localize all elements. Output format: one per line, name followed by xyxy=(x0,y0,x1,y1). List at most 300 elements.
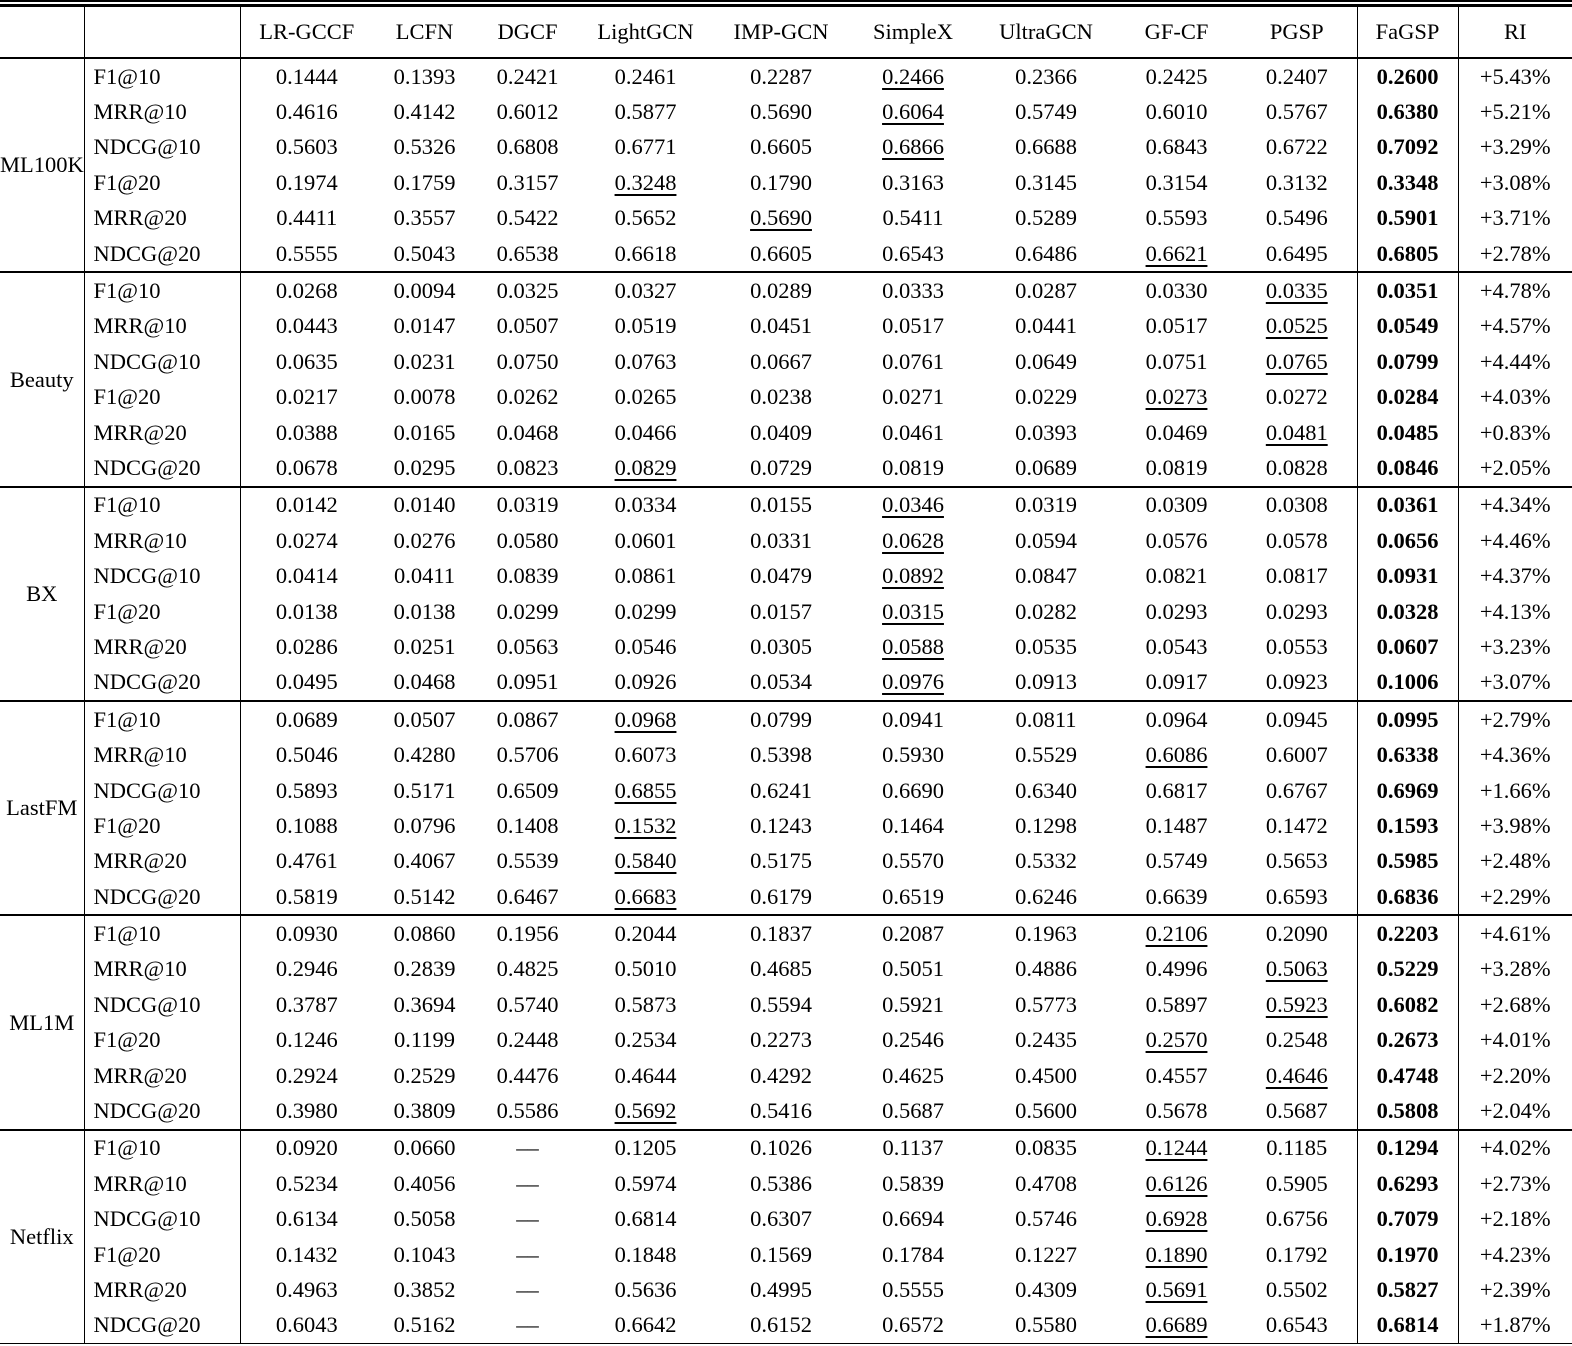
fagsp-value: 0.2203 xyxy=(1357,915,1458,951)
metric-value: 0.6621 xyxy=(1145,240,1208,266)
table-row xyxy=(0,844,1572,879)
metric-label: F1@20 xyxy=(84,594,240,629)
corner-cell-metric xyxy=(84,6,240,59)
metric-value: 0.0763 xyxy=(614,348,677,374)
metric-label: F1@20 xyxy=(84,808,240,843)
metric-value: 0.0157 xyxy=(750,598,812,624)
metric-value: 0.4056 xyxy=(393,1170,456,1196)
metric-value: 0.2287 xyxy=(750,63,812,89)
metric-value: 0.5905 xyxy=(1265,1170,1328,1196)
metric-value: 0.0138 xyxy=(393,598,456,624)
fagsp-value: 0.1294 xyxy=(1357,1130,1458,1166)
fagsp-value: 0.6380 xyxy=(1357,94,1458,129)
table-header xyxy=(0,6,1572,59)
metric-value: 0.5162 xyxy=(393,1312,456,1338)
ri-value: +3.08% xyxy=(1479,169,1551,195)
metric-value: 0.6126 xyxy=(1145,1170,1208,1196)
metric-value: –– xyxy=(516,1241,539,1267)
metric-value: 0.0140 xyxy=(393,492,456,518)
column-header-lcfn: LCFN xyxy=(395,19,454,44)
metric-value: 0.2529 xyxy=(393,1062,456,1088)
metric-value: 0.4309 xyxy=(1015,1276,1077,1302)
metric-value: 0.0968 xyxy=(614,706,677,732)
metric-label: MRR@20 xyxy=(84,201,240,236)
metric-value: 0.0917 xyxy=(1145,669,1208,695)
table-row xyxy=(0,558,1572,593)
table-row xyxy=(0,808,1572,843)
header-row xyxy=(0,6,1572,59)
metric-value: 0.1532 xyxy=(614,812,677,838)
column-header-dgcf: DGCF xyxy=(497,19,558,44)
metric-value: 0.6064 xyxy=(882,99,944,125)
metric-value: 0.6771 xyxy=(614,134,677,160)
metric-label: NDCG@10 xyxy=(84,558,240,593)
metric-value: 0.0251 xyxy=(393,633,456,659)
metric-value: 0.2548 xyxy=(1265,1027,1328,1053)
metric-value: 0.2273 xyxy=(750,1027,812,1053)
metric-value: 0.5422 xyxy=(496,205,559,231)
metric-value: 0.6307 xyxy=(750,1206,812,1232)
metric-value: 0.4292 xyxy=(750,1062,812,1088)
metric-value: 0.1790 xyxy=(750,169,812,195)
metric-value: 0.0238 xyxy=(750,384,812,410)
metric-value: 0.6073 xyxy=(614,742,677,768)
metric-value: 0.5921 xyxy=(882,991,944,1017)
metric-value: 0.0580 xyxy=(496,527,559,553)
metric-value: 0.6855 xyxy=(614,777,677,803)
metric-value: 0.2366 xyxy=(1015,63,1077,89)
metric-value: 0.0325 xyxy=(496,278,559,304)
metric-value: 0.5691 xyxy=(1145,1276,1208,1302)
metric-value: 0.6642 xyxy=(614,1312,677,1338)
ri-value: +4.61% xyxy=(1479,921,1551,947)
ri-value: +2.20% xyxy=(1479,1062,1551,1088)
metric-value: 0.0441 xyxy=(1015,313,1077,339)
ri-value: +2.39% xyxy=(1479,1276,1551,1302)
metric-value: 0.0293 xyxy=(1265,598,1328,624)
metric-value: 0.1408 xyxy=(496,812,559,838)
metric-value: 0.0507 xyxy=(496,313,559,339)
metric-value: 0.1963 xyxy=(1015,921,1077,947)
metric-value: 0.0273 xyxy=(1145,384,1208,410)
metric-value: 0.4708 xyxy=(1015,1170,1077,1196)
metric-label: NDCG@20 xyxy=(84,1093,240,1129)
metric-value: 0.6814 xyxy=(614,1206,677,1232)
metric-value: 0.0750 xyxy=(496,348,559,374)
metric-value: 0.5819 xyxy=(275,883,338,909)
metric-value: 0.0839 xyxy=(496,563,559,589)
metric-value: 0.6010 xyxy=(1145,99,1208,125)
metric-label: NDCG@10 xyxy=(84,773,240,808)
metric-value: 0.0272 xyxy=(1265,384,1328,410)
metric-value: 0.0519 xyxy=(614,313,677,339)
dataset-label: LastFM xyxy=(0,701,84,915)
metric-value: 0.6543 xyxy=(1265,1312,1328,1338)
metric-value: 0.0546 xyxy=(614,633,677,659)
metric-value: 0.0461 xyxy=(882,419,944,445)
metric-value: 0.6767 xyxy=(1265,777,1328,803)
metric-value: 0.5600 xyxy=(1015,1098,1077,1124)
table-row xyxy=(0,58,1572,94)
metric-label: F1@10 xyxy=(84,58,240,94)
metric-value: 0.0761 xyxy=(882,348,944,374)
metric-value: 0.4761 xyxy=(275,848,338,874)
metric-value: 0.0576 xyxy=(1145,527,1208,553)
metric-label: F1@20 xyxy=(84,165,240,200)
ri-value: +2.04% xyxy=(1479,1098,1551,1124)
metric-value: 0.0689 xyxy=(1015,454,1077,480)
metric-value: 0.0578 xyxy=(1265,527,1328,553)
fagsp-value: 0.1006 xyxy=(1357,665,1458,701)
metric-value: 0.2570 xyxy=(1145,1027,1208,1053)
metric-value: 0.0588 xyxy=(882,633,944,659)
ri-value: +4.02% xyxy=(1479,1135,1551,1161)
metric-value: 0.0517 xyxy=(882,313,944,339)
metric-value: 0.0823 xyxy=(496,454,559,480)
metric-value: 0.0892 xyxy=(882,563,944,589)
metric-value: 0.1243 xyxy=(750,812,812,838)
dataset-section-netflix xyxy=(0,1130,1572,1344)
metric-label: F1@10 xyxy=(84,915,240,951)
corner-cell-dataset xyxy=(0,6,84,59)
ri-value: +1.66% xyxy=(1479,777,1551,803)
metric-label: NDCG@10 xyxy=(84,987,240,1022)
metric-value: 0.6495 xyxy=(1265,240,1328,266)
metric-value: 0.0829 xyxy=(614,454,677,480)
metric-value: 0.5502 xyxy=(1265,1276,1328,1302)
metric-value: 0.5171 xyxy=(393,777,456,803)
metric-value: 0.5051 xyxy=(882,956,944,982)
metric-value: 0.0293 xyxy=(1145,598,1208,624)
metric-value: 0.0469 xyxy=(1145,419,1208,445)
metric-value: 0.0635 xyxy=(275,348,338,374)
metric-value: 0.6688 xyxy=(1015,134,1077,160)
metric-value: 0.5690 xyxy=(750,205,812,231)
metric-value: 0.0628 xyxy=(882,527,944,553)
metric-label: NDCG@20 xyxy=(84,450,240,486)
fagsp-value: 0.0361 xyxy=(1357,487,1458,523)
metric-value: 0.0147 xyxy=(393,313,456,339)
metric-label: NDCG@10 xyxy=(84,130,240,165)
ri-value: +1.87% xyxy=(1479,1312,1551,1338)
column-header-simplex: SimpleX xyxy=(872,19,953,44)
metric-label: NDCG@10 xyxy=(84,344,240,379)
column-header-lightgcn: LightGCN xyxy=(597,19,694,44)
metric-value: 0.0409 xyxy=(750,419,812,445)
table-row xyxy=(0,987,1572,1022)
metric-value: 0.6694 xyxy=(882,1206,944,1232)
table-row xyxy=(0,915,1572,951)
metric-value: 0.0913 xyxy=(1015,669,1077,695)
column-header-ri: RI xyxy=(1504,19,1527,44)
metric-value: 0.0811 xyxy=(1015,706,1077,732)
metric-value: 0.1393 xyxy=(393,63,456,89)
metric-value: 0.5749 xyxy=(1015,99,1077,125)
metric-value: 0.0451 xyxy=(750,313,812,339)
metric-value: 0.6179 xyxy=(750,883,812,909)
metric-value: 0.1464 xyxy=(882,812,944,838)
metric-value: 0.6246 xyxy=(1015,883,1077,909)
metric-value: 0.2407 xyxy=(1265,63,1328,89)
metric-value: 0.6340 xyxy=(1015,777,1077,803)
ri-value: +0.83% xyxy=(1479,419,1551,445)
ri-value: +4.36% xyxy=(1479,742,1551,768)
metric-value: 0.0286 xyxy=(275,633,338,659)
metric-label: F1@10 xyxy=(84,1130,240,1166)
fagsp-value: 0.0549 xyxy=(1357,309,1458,344)
fagsp-value: 0.0799 xyxy=(1357,344,1458,379)
fagsp-value: 0.1593 xyxy=(1357,808,1458,843)
table-row xyxy=(0,1166,1572,1201)
metric-value: 0.4886 xyxy=(1015,956,1077,982)
metric-label: MRR@10 xyxy=(84,523,240,558)
metric-value: 0.5652 xyxy=(614,205,677,231)
table-row xyxy=(0,594,1572,629)
table-row xyxy=(0,737,1572,772)
metric-value: 0.0468 xyxy=(496,419,559,445)
metric-value: 0.5411 xyxy=(882,205,944,231)
metric-value: 0.6689 xyxy=(1145,1312,1208,1338)
metric-value: 0.5570 xyxy=(882,848,944,874)
metric-value: 0.0287 xyxy=(1015,278,1077,304)
table-row xyxy=(0,665,1572,701)
metric-value: 0.0411 xyxy=(393,563,456,589)
table-row xyxy=(0,272,1572,308)
ri-value: +2.48% xyxy=(1479,848,1551,874)
metric-value: 0.4411 xyxy=(276,205,338,231)
ri-value: +4.78% xyxy=(1479,278,1551,304)
metric-value: 0.1185 xyxy=(1266,1135,1328,1161)
metric-value: 0.1848 xyxy=(614,1241,677,1267)
dataset-label: Beauty xyxy=(0,272,84,486)
metric-value: 0.4646 xyxy=(1265,1062,1328,1088)
metric-value: 0.4280 xyxy=(393,742,456,768)
table-row xyxy=(0,165,1572,200)
table-row xyxy=(0,1202,1572,1237)
ri-value: +3.71% xyxy=(1479,205,1551,231)
table-row xyxy=(0,523,1572,558)
table-row xyxy=(0,1058,1572,1093)
table-row xyxy=(0,344,1572,379)
dataset-section-beauty xyxy=(0,272,1572,486)
metric-value: 0.1759 xyxy=(393,169,456,195)
dataset-section-ml100k xyxy=(0,58,1572,272)
metric-label: MRR@20 xyxy=(84,1272,240,1307)
metric-value: 0.6519 xyxy=(882,883,944,909)
metric-value: 0.5653 xyxy=(1265,848,1328,874)
metric-value: 0.6543 xyxy=(882,240,944,266)
metric-value: 0.0765 xyxy=(1265,348,1328,374)
metric-value: 0.0819 xyxy=(1145,454,1208,480)
fagsp-value: 0.6836 xyxy=(1357,879,1458,915)
metric-value: 0.0649 xyxy=(1015,348,1077,374)
metric-value: 0.0330 xyxy=(1145,278,1208,304)
metric-value: 0.0309 xyxy=(1145,492,1208,518)
dataset-label: Netflix xyxy=(0,1130,84,1344)
metric-value: 0.5416 xyxy=(750,1098,812,1124)
metric-value: 0.0819 xyxy=(882,454,944,480)
metric-value: 0.1244 xyxy=(1145,1135,1208,1161)
metric-value: 0.2044 xyxy=(614,921,677,947)
metric-value: 0.5063 xyxy=(1265,956,1328,982)
metric-label: NDCG@20 xyxy=(84,879,240,915)
metric-value: 0.0689 xyxy=(275,706,338,732)
metric-value: 0.0828 xyxy=(1265,454,1328,480)
ri-value: +3.07% xyxy=(1479,669,1551,695)
metric-value: 0.5555 xyxy=(882,1276,944,1302)
metric-value: 0.0930 xyxy=(275,921,338,947)
metric-value: 0.2087 xyxy=(882,921,944,947)
metric-value: 0.4067 xyxy=(393,848,456,874)
metric-value: 0.0817 xyxy=(1265,563,1328,589)
metric-value: 0.0078 xyxy=(393,384,456,410)
metric-value: 0.5046 xyxy=(275,742,338,768)
metric-value: 0.1298 xyxy=(1015,812,1077,838)
metric-value: 0.0799 xyxy=(750,706,812,732)
metric-value: 0.1784 xyxy=(882,1241,944,1267)
fagsp-value: 0.7079 xyxy=(1357,1202,1458,1237)
metric-value: 0.0393 xyxy=(1015,419,1077,445)
table-row xyxy=(0,236,1572,272)
metric-value: 0.6639 xyxy=(1145,883,1208,909)
metric-value: 0.6572 xyxy=(882,1312,944,1338)
column-header-ultragcn: UltraGCN xyxy=(999,19,1093,44)
fagsp-value: 0.3348 xyxy=(1357,165,1458,200)
metric-value: 0.3809 xyxy=(393,1098,456,1124)
metric-value: 0.0553 xyxy=(1265,633,1328,659)
metric-value: 0.5539 xyxy=(496,848,559,874)
metric-value: 0.0923 xyxy=(1265,669,1328,695)
metric-value: 0.0964 xyxy=(1145,706,1208,732)
table-row xyxy=(0,773,1572,808)
fagsp-value: 0.0931 xyxy=(1357,558,1458,593)
table-row xyxy=(0,1023,1572,1058)
ri-value: +3.23% xyxy=(1479,633,1551,659)
metric-value: 0.0265 xyxy=(614,384,677,410)
metric-value: 0.0346 xyxy=(882,492,944,518)
metric-value: 0.3787 xyxy=(275,991,338,1017)
metric-value: 0.6756 xyxy=(1265,1206,1328,1232)
metric-value: 0.6241 xyxy=(750,777,812,803)
fagsp-value: 0.2600 xyxy=(1357,58,1458,94)
metric-value: 0.0289 xyxy=(750,278,812,304)
metric-value: 0.0282 xyxy=(1015,598,1077,624)
table-row xyxy=(0,201,1572,236)
metric-value: 0.1137 xyxy=(882,1135,944,1161)
metric-value: 0.0751 xyxy=(1145,348,1208,374)
metric-value: 0.2421 xyxy=(496,63,559,89)
metric-value: 0.0274 xyxy=(275,527,338,553)
metric-value: 0.3557 xyxy=(393,205,456,231)
metric-value: 0.5175 xyxy=(750,848,812,874)
metric-value: 0.4500 xyxy=(1015,1062,1077,1088)
fagsp-value: 0.6082 xyxy=(1357,987,1458,1022)
metric-value: 0.0941 xyxy=(882,706,944,732)
metric-value: 0.4685 xyxy=(750,956,812,982)
metric-value: 0.5873 xyxy=(614,991,677,1017)
metric-value: 0.5749 xyxy=(1145,848,1208,874)
metric-value: 0.5234 xyxy=(275,1170,338,1196)
metric-value: 0.5332 xyxy=(1015,848,1077,874)
metric-value: 0.1569 xyxy=(750,1241,812,1267)
metric-value: 0.6134 xyxy=(275,1206,338,1232)
metric-value: 0.5974 xyxy=(614,1170,677,1196)
metric-label: MRR@20 xyxy=(84,1058,240,1093)
ri-value: +2.73% xyxy=(1479,1170,1551,1196)
metric-value: 0.0479 xyxy=(750,563,812,589)
metric-value: 0.6486 xyxy=(1015,240,1077,266)
metric-value: 0.3157 xyxy=(496,169,559,195)
fagsp-value: 0.5229 xyxy=(1357,952,1458,987)
metric-value: 0.0229 xyxy=(1015,384,1077,410)
table-row xyxy=(0,1130,1572,1166)
table-row xyxy=(0,1272,1572,1307)
metric-value: 0.5580 xyxy=(1015,1312,1077,1338)
metric-value: –– xyxy=(516,1170,539,1196)
metric-value: 0.5840 xyxy=(614,848,677,874)
fagsp-value: 0.0607 xyxy=(1357,629,1458,664)
metric-label: F1@10 xyxy=(84,272,240,308)
metric-value: 0.0262 xyxy=(496,384,559,410)
table-row xyxy=(0,1308,1572,1344)
metric-value: 0.5687 xyxy=(882,1098,944,1124)
metric-value: 0.0295 xyxy=(393,454,456,480)
fagsp-value: 0.4748 xyxy=(1357,1058,1458,1093)
metric-value: 0.6538 xyxy=(496,240,559,266)
metric-value: 0.4476 xyxy=(496,1062,559,1088)
metric-label: NDCG@10 xyxy=(84,1202,240,1237)
metric-value: 0.0308 xyxy=(1265,492,1328,518)
metric-value: 0.0331 xyxy=(750,527,812,553)
metric-value: 0.4644 xyxy=(614,1062,677,1088)
metric-value: 0.6007 xyxy=(1265,742,1328,768)
metric-label: F1@10 xyxy=(84,487,240,523)
metric-value: 0.0217 xyxy=(275,384,338,410)
metric-label: MRR@10 xyxy=(84,1166,240,1201)
metric-value: 0.1088 xyxy=(275,812,338,838)
fagsp-value: 0.1970 xyxy=(1357,1237,1458,1272)
metric-value: 0.5010 xyxy=(614,956,677,982)
dataset-label: ML100K xyxy=(0,58,84,272)
metric-value: 0.1487 xyxy=(1145,812,1208,838)
metric-value: 0.0165 xyxy=(393,419,456,445)
column-header-pgsp: PGSP xyxy=(1269,19,1324,44)
metric-value: 0.1792 xyxy=(1265,1241,1328,1267)
metric-value: 0.6605 xyxy=(750,240,812,266)
metric-value: 0.5593 xyxy=(1145,205,1208,231)
metric-value: 0.6467 xyxy=(496,883,559,909)
metric-value: 0.0517 xyxy=(1145,313,1208,339)
metric-label: NDCG@20 xyxy=(84,1308,240,1344)
metric-value: 0.6593 xyxy=(1265,883,1328,909)
table-row xyxy=(0,487,1572,523)
metric-value: 0.0334 xyxy=(614,492,677,518)
fagsp-value: 0.0656 xyxy=(1357,523,1458,558)
metric-value: 0.5043 xyxy=(393,240,456,266)
metric-label: MRR@10 xyxy=(84,309,240,344)
column-header-fagsp: FaGSP xyxy=(1357,6,1458,59)
metric-value: 0.4963 xyxy=(275,1276,338,1302)
metric-value: 0.0443 xyxy=(275,313,338,339)
metric-value: 0.5690 xyxy=(750,99,812,125)
metric-value: 0.6866 xyxy=(882,134,944,160)
metric-value: 0.5773 xyxy=(1015,991,1077,1017)
fagsp-value: 0.6814 xyxy=(1357,1308,1458,1344)
metric-value: 0.2946 xyxy=(275,956,338,982)
metric-value: 0.4142 xyxy=(393,99,456,125)
metric-value: 0.5893 xyxy=(275,777,338,803)
metric-value: 0.6722 xyxy=(1265,134,1328,160)
